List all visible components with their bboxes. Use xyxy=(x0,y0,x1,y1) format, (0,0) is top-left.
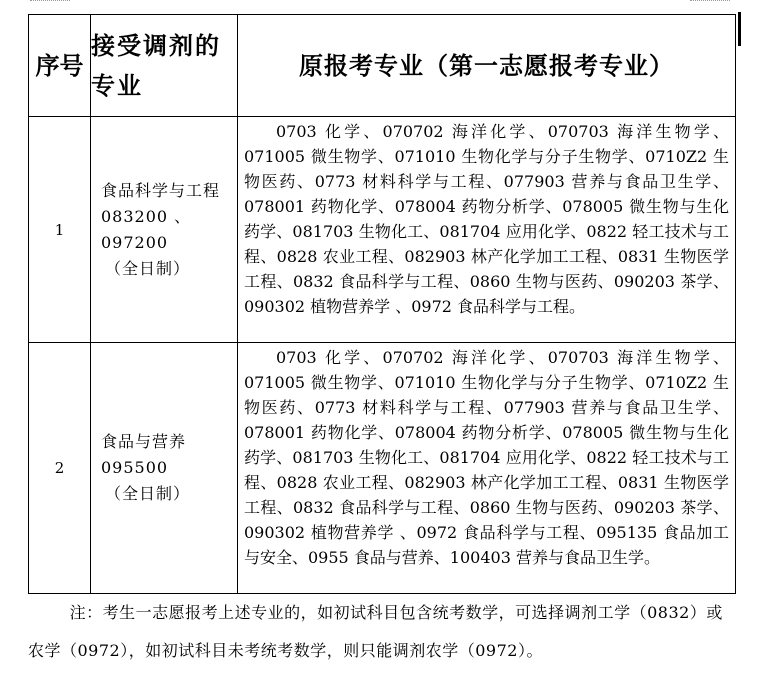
adjust-major-cell xyxy=(91,343,238,594)
table-row xyxy=(29,343,736,594)
table-row xyxy=(29,117,736,343)
page-edge-mark xyxy=(690,0,730,4)
original-major-list: 0703 化学、070702 海洋化学、070703 海洋生物学、071005 微生物学、071010 生物化学与分子生物学、0710Z2 生物医药、0773 材料科学与工程、077903 营养与食品卫生学、078001 药物化学、078004 药物分析学、078005 微生物与生化药学、081703 生物化工、081704 应用化学、0822 轻工技术与工程、0828 农业工程、082903 林产化学加工工程、0831 生物医学工程、0832 食品科学与工程、0860 生物与医药、090203 茶学、090302 植物营养学 、0972 食品科学与工程。 xyxy=(238,117,736,343)
table-header-row xyxy=(29,15,736,117)
adjust-major-cell xyxy=(91,117,238,343)
study-mode: （全日制） xyxy=(105,484,191,503)
header-no: 序号 xyxy=(29,15,91,117)
original-major-list: 0703 化学、070702 海洋化学、070703 海洋生物学、071005 微生物学、071010 生物化学与分子生物学、0710Z2 生物医药、0773 材料科学与工程、077903 营养与食品卫生学、078001 药物化学、078004 药物分析学、078005 微生物与生化药学、081703 生物化工、081704 应用化学、0822 轻工技术与工程、0828 农业工程、082903 林产化学加工工程、0831 生物医学工程、0832 食品科学与工程、0860 生物与医药、090203 茶学、090302 植物营养学 、0972 食品科学与工程、095135 食品加工与安全、0955 食品与营养、100403 营养与食品卫生学。 xyxy=(238,343,736,594)
text-cursor xyxy=(738,12,741,46)
page-edge-mark xyxy=(30,0,70,4)
row-number: 1 xyxy=(29,117,91,343)
row-number: 2 xyxy=(29,343,91,594)
header-adjust-major: 接受调剂的专业 xyxy=(91,15,238,117)
header-original-major: 原报考专业（第一志愿报考专业） xyxy=(238,15,736,117)
study-mode: （全日制） xyxy=(105,258,191,278)
adjust-major-name: 食品科学与工程 083200 、097200 xyxy=(101,180,221,252)
footnote: 注：考生一志愿报考上述专业的，如初试科目包含统考数学，可选择调剂工学（0832）或农学（0972），如初试科目未考统考数学，则只能调剂农学（0972）。 xyxy=(28,603,723,660)
adjustment-table xyxy=(28,14,736,594)
adjust-major-name: 食品与营养 095500 xyxy=(101,432,187,477)
